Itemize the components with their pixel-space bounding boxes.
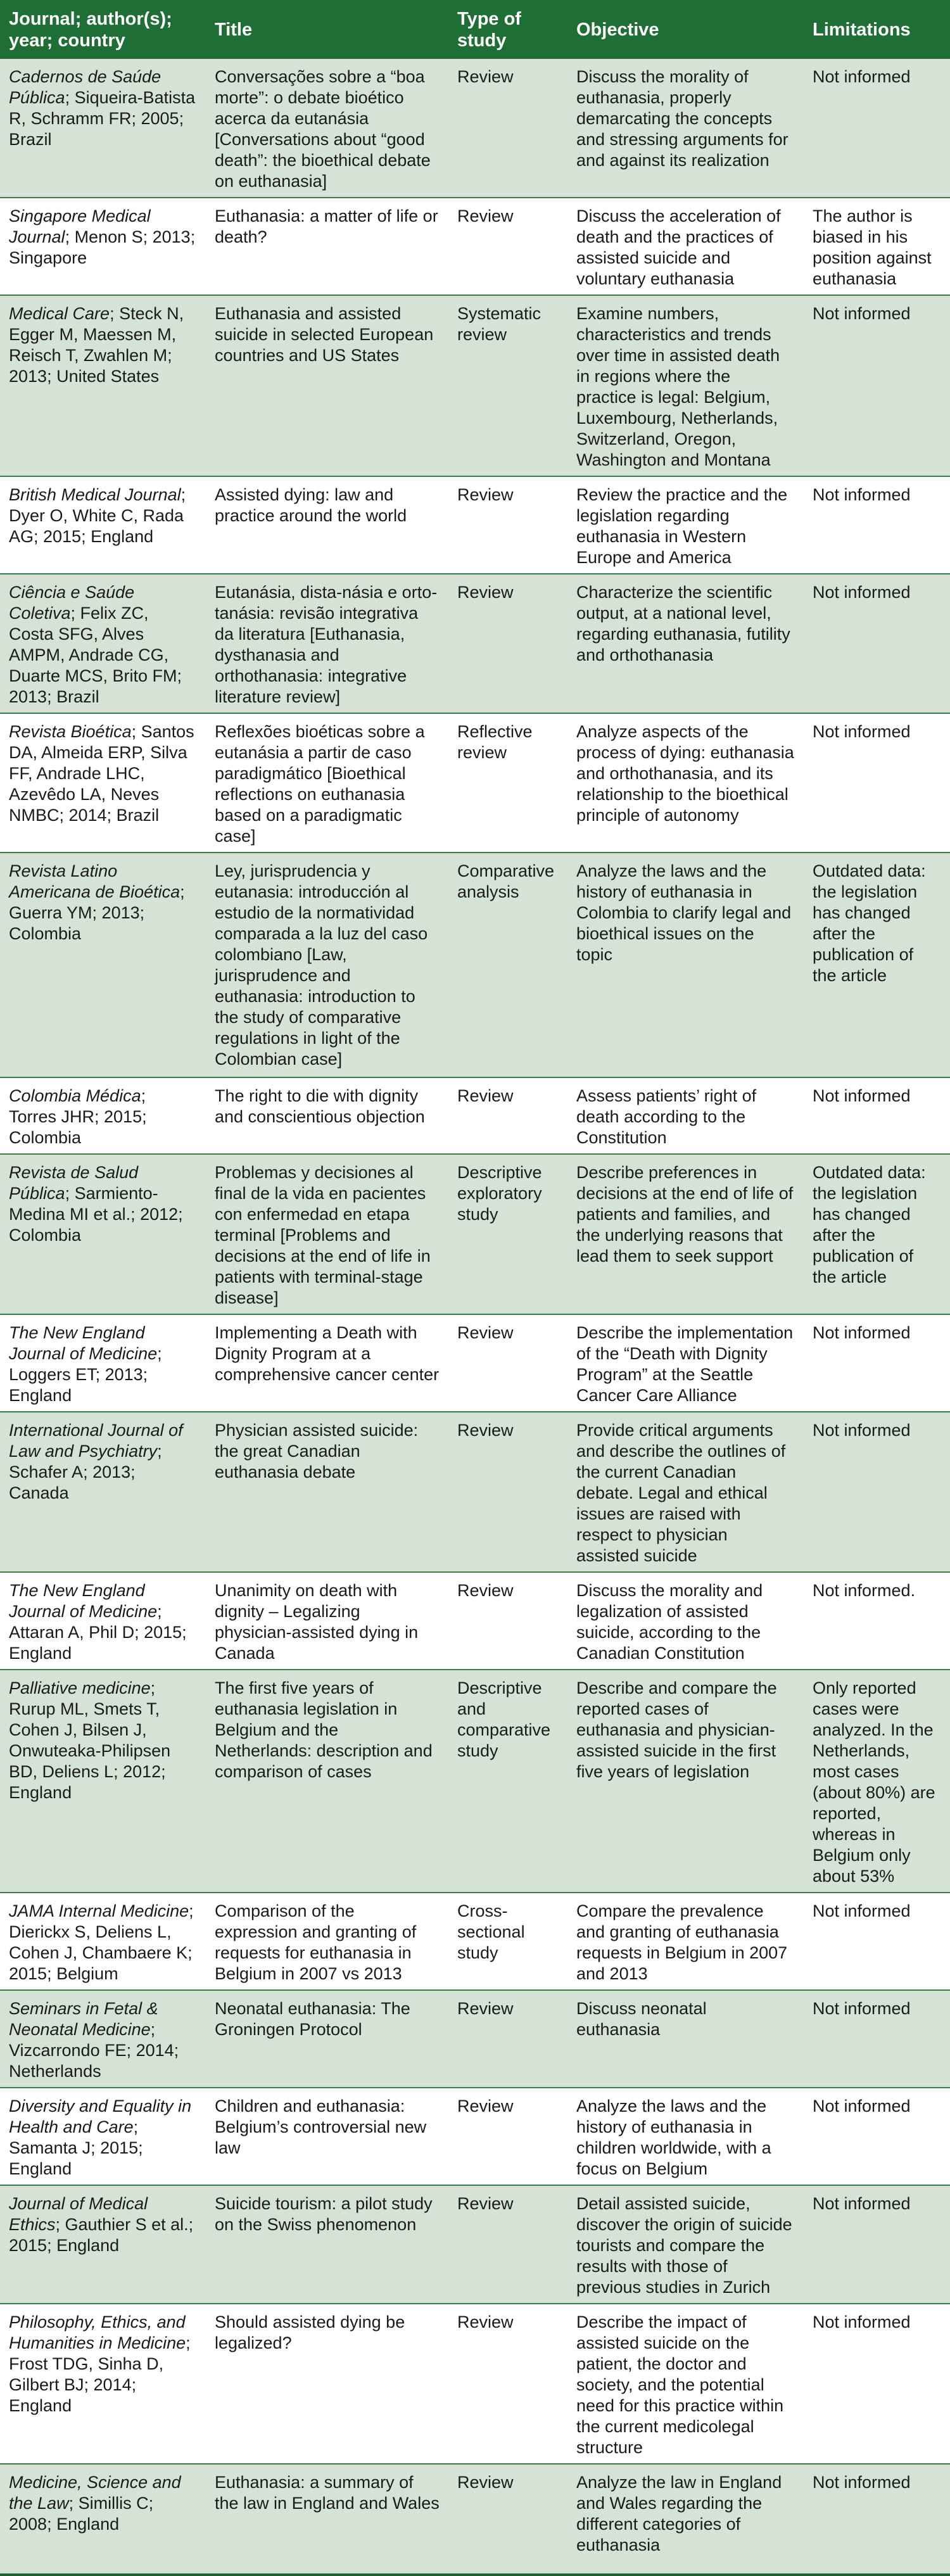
cell-journal-authors xyxy=(0,1154,206,1314)
cell-title: Reflexões bioéticas sobre a eutanásia a partir de caso paradigmático [Bioethical reflections on euthanasia based on a paradigmatic case] xyxy=(215,722,425,846)
cell-journal-authors xyxy=(0,1893,206,1990)
cell-title: Unanimity on death with dignity – Legalizing physician-assisted dying in Canada xyxy=(215,1581,419,1663)
header-journal: Journal; author(s); year; country xyxy=(9,8,172,51)
journal-name: JAMA Internal Medicine xyxy=(9,1901,189,1920)
table-row xyxy=(0,2088,950,2185)
cell-journal-authors xyxy=(0,2185,206,2304)
cell-limitations: Not informed xyxy=(813,2194,911,2213)
authors-year-country: ; Dyer O, White C, Rada AG; 2015; England xyxy=(9,485,186,546)
journal-name: Seminars in Fetal & Neonatal Medicine xyxy=(9,1999,158,2039)
cell-objective: Examine numbers, characteristics and trends over time in assisted death in regions where the practice is legal: Belgium, Luxembourg, Netherlands, Switzerland, Oregon, Washington and Montana xyxy=(576,304,780,469)
cell-objective: Analyze the laws and the history of euthanasia in children worldwide, with a focus on Belgium xyxy=(576,2097,771,2178)
journal-name: British Medical Journal xyxy=(9,485,181,504)
journal-name: Journal of Medical Ethics xyxy=(9,2194,148,2234)
cell-study-type: Review xyxy=(457,2194,514,2213)
cell-title: Children and euthanasia: Belgium’s controversial new law xyxy=(215,2097,427,2157)
table-row xyxy=(0,1572,950,1670)
table-row xyxy=(0,198,950,295)
header-type: Type of study xyxy=(457,8,521,51)
cell-journal-authors xyxy=(0,1670,206,1893)
cell-study-type: Review xyxy=(457,2097,514,2116)
header-limitations: Limitations xyxy=(813,19,911,40)
table-row xyxy=(0,295,950,476)
cell-limitations: Not informed. xyxy=(813,1581,916,1600)
cell-study-type: Review xyxy=(457,1086,514,1105)
journal-name: Revista Bioética xyxy=(9,722,132,741)
cell-journal-authors xyxy=(0,2464,206,2575)
authors-year-country: ; Guerra YM; 2013; Colombia xyxy=(9,882,185,943)
authors-year-country: ; Schafer A; 2013; Canada xyxy=(9,1442,162,1502)
journal-name: Ciência e Saúde Coletiva xyxy=(9,583,135,623)
cell-journal-authors xyxy=(0,2304,206,2464)
cell-study-type: Reflective review xyxy=(457,722,533,762)
cell-limitations: Not informed xyxy=(813,1901,911,1920)
cell-limitations: Not informed xyxy=(813,2313,911,2332)
authors-year-country: ; Siqueira-Batista R, Schramm FR; 2005; Brazil xyxy=(9,88,196,149)
authors-year-country: ; Santos DA, Almeida ERP, Silva FF, Andrade LHC, Azevêdo LA, Neves NMBC; 2014; Brazil xyxy=(9,722,194,825)
journal-name: Palliative medicine xyxy=(9,1678,151,1697)
cell-limitations: Not informed xyxy=(813,2473,911,2492)
cell-limitations: Not informed xyxy=(813,304,911,323)
cell-title: Physician assisted suicide: the great Canadian euthanasia debate xyxy=(215,1421,419,1482)
cell-limitations: Not informed xyxy=(813,1421,911,1440)
cell-objective: Analyze the law in England and Wales regarding the different categories of euthanasia xyxy=(576,2473,782,2554)
cell-limitations: Outdated data: the legislation has changed after the publication of the article xyxy=(813,861,926,985)
journal-name: Singapore Medical Journal xyxy=(9,206,151,246)
table-row xyxy=(0,1412,950,1572)
table-row xyxy=(0,713,950,853)
journal-name: Diversity and Equality in Health and Care xyxy=(9,2097,192,2136)
header-row xyxy=(0,0,950,59)
cell-objective: Describe and compare the reported cases of euthanasia and physician-assisted suicide in the first five years of legislation xyxy=(576,1678,777,1781)
authors-year-country: ; Sarmiento-Medina MI et al.; 2012; Colombia xyxy=(9,1184,183,1245)
cell-limitations: The author is biased in his position against euthanasia xyxy=(813,206,932,288)
cell-objective: Describe the impact of assisted suicide on the patient, the doctor and society, and the potential need for this practice within the current medicolegal structure xyxy=(576,2313,784,2457)
cell-objective: Analyze the laws and the history of euthanasia in Colombia to clarify legal and bioethical issues on the topic xyxy=(576,861,792,964)
cell-objective: Discuss the morality and legalization of assisted suicide, according to the Canadian Constitution xyxy=(576,1581,763,1663)
journal-name: Cadernos de Saúde Pública xyxy=(9,67,162,107)
cell-journal-authors xyxy=(0,1572,206,1670)
cell-objective: Describe the implementation of the “Death with Dignity Program” at the Seattle Cancer Care Alliance xyxy=(576,1323,794,1405)
journal-name: The New England Journal of Medicine xyxy=(9,1323,158,1363)
cell-objective: Review the practice and the legislation regarding euthanasia in Western Europe and America xyxy=(576,485,788,567)
cell-journal-authors xyxy=(0,2088,206,2185)
cell-journal-authors xyxy=(0,198,206,295)
cell-study-type: Review xyxy=(457,1581,514,1600)
table-row xyxy=(0,1670,950,1893)
table-row xyxy=(0,476,950,574)
cell-limitations: Only reported cases were analyzed. In the Netherlands, most cases (about 80%) are reported, whereas in Belgium only about 53% xyxy=(813,1678,935,1886)
cell-journal-authors xyxy=(0,1412,206,1572)
cell-title: Euthanasia: a matter of life or death? xyxy=(215,206,438,246)
cell-study-type: Review xyxy=(457,2473,514,2492)
cell-journal-authors xyxy=(0,295,206,476)
table-row xyxy=(0,2304,950,2464)
cell-title: Euthanasia: a summary of the law in England and Wales xyxy=(215,2473,440,2513)
journal-name: The New England Journal of Medicine xyxy=(9,1581,158,1621)
cell-limitations: Not informed xyxy=(813,722,911,741)
header-objective: Objective xyxy=(576,19,659,40)
cell-limitations: Not informed xyxy=(813,67,911,86)
cell-limitations: Outdated data: the legislation has changed after the publication of the article xyxy=(813,1163,926,1286)
cell-study-type: Review xyxy=(457,583,514,602)
authors-year-country: ; Loggers ET; 2013; England xyxy=(9,1344,162,1405)
journal-name: Medical Care xyxy=(9,304,110,323)
table-row xyxy=(0,2185,950,2304)
authors-year-country: ; Rurup ML, Smets T, Cohen J, Bilsen J, Onwuteaka-Philipsen BD, Deliens L; 2012; England xyxy=(9,1678,171,1802)
journal-name: Colombia Médica xyxy=(9,1086,141,1105)
table-header xyxy=(0,0,950,59)
cell-study-type: Review xyxy=(457,1421,514,1440)
cell-objective: Characterize the scientific output, at a national level, regarding euthanasia, futility and orthothanasia xyxy=(576,583,790,664)
cell-journal-authors xyxy=(0,59,206,198)
cell-title: Implementing a Death with Dignity Program at a comprehensive cancer center xyxy=(215,1323,440,1384)
cell-title: Comparison of the expression and granting of requests for euthanasia in Belgium in 2007 vs 2013 xyxy=(215,1901,417,1983)
cell-title: Eutanásia, dista-násia e orto-tanásia: revisão integrativa da literatura [Euthanasia, dysthanasia and orthothanasia: integrative literature review] xyxy=(215,583,438,706)
cell-study-type: Cross-sectional study xyxy=(457,1901,525,1962)
table-body xyxy=(0,59,950,2575)
cell-journal-authors xyxy=(0,713,206,853)
cell-objective: Provide critical arguments and describe the outlines of the current Canadian debate. Legal and ethical issues are raised with respect to physician assisted suicide xyxy=(576,1421,786,1565)
cell-limitations: Not informed xyxy=(813,1323,911,1342)
cell-study-type: Descriptive and comparative study xyxy=(457,1678,551,1760)
table-row xyxy=(0,1154,950,1314)
authors-year-country: ; Vizcarrondo FE; 2014; Netherlands xyxy=(9,2020,179,2081)
cell-objective: Discuss the acceleration of death and the practices of assisted suicide and voluntary euthanasia xyxy=(576,206,781,288)
cell-title: The first five years of euthanasia legislation in Belgium and the Netherlands: description and comparison of cases xyxy=(215,1678,433,1781)
table-row xyxy=(0,853,950,1077)
cell-title: Ley, jurisprudencia y eutanasia: introducción al estudio de la normatividad comparada a la luz del caso colombiano [Law, jurisprudence and euthanasia: introduction to the study of comparative regulations in light of the Colombian case] xyxy=(215,861,428,1069)
cell-title: Euthanasia and assisted suicide in selected European countries and US States xyxy=(215,304,434,365)
cell-title: Problemas y decisiones al final de la vida en pacientes con enfermedad en etapa terminal [Problems and decisions at the end of life in patients with terminal-stage disease] xyxy=(215,1163,431,1307)
cell-study-type: Review xyxy=(457,206,514,225)
journal-name: Revista Latino Americana de Bioética xyxy=(9,861,180,901)
cell-journal-authors xyxy=(0,1990,206,2088)
cell-study-type: Comparative analysis xyxy=(457,861,555,901)
cell-study-type: Review xyxy=(457,1323,514,1342)
cell-title: Assisted dying: law and practice around the world xyxy=(215,485,407,525)
cell-objective: Analyze aspects of the process of dying: euthanasia and orthothanasia, and its relationship to the bioethical principle of autonomy xyxy=(576,722,794,825)
cell-objective: Compare the prevalence and granting of euthanasia requests in Belgium in 2007 and 2013 xyxy=(576,1901,788,1983)
authors-year-country: ; Gauthier S et al.; 2015; England xyxy=(9,2215,194,2255)
authors-year-country: ; Samanta J; 2015; England xyxy=(9,2117,143,2178)
cell-study-type: Review xyxy=(457,1999,514,2018)
cell-limitations: Not informed xyxy=(813,583,911,602)
cell-study-type: Review xyxy=(457,67,514,86)
cell-limitations: Not informed xyxy=(813,485,911,504)
table-row xyxy=(0,1990,950,2088)
authors-year-country: ; Simillis C; 2008; England xyxy=(9,2494,154,2534)
cell-study-type: Review xyxy=(457,485,514,504)
cell-limitations: Not informed xyxy=(813,1999,911,2018)
table-row xyxy=(0,1314,950,1412)
cell-limitations: Not informed xyxy=(813,2097,911,2116)
journal-name: Revista de Salud Pública xyxy=(9,1163,139,1203)
journal-name: Medicine, Science and the Law xyxy=(9,2473,181,2513)
cell-title: Neonatal euthanasia: The Groningen Protocol xyxy=(215,1999,410,2039)
authors-year-country: ; Felix ZC, Costa SFG, Alves AMPM, Andrade CG, Duarte MCS, Brito FM; 2013; Brazil xyxy=(9,604,182,706)
cell-study-type: Systematic review xyxy=(457,304,542,344)
cell-journal-authors xyxy=(0,1077,206,1154)
journal-name: International Journal of Law and Psychiatry xyxy=(9,1421,183,1461)
table-row xyxy=(0,1077,950,1154)
cell-title: The right to die with dignity and conscientious objection xyxy=(215,1086,425,1126)
table-row xyxy=(0,574,950,713)
table-row xyxy=(0,2464,950,2575)
authors-year-country: ; Steck N, Egger M, Maessen M, Reisch T, Zwahlen M; 2013; United States xyxy=(9,304,184,386)
cell-journal-authors xyxy=(0,574,206,713)
table-row xyxy=(0,59,950,198)
cell-objective: Assess patients’ right of death according to the Constitution xyxy=(576,1086,757,1147)
cell-objective: Describe preferences in decisions at the end of life of patients and families, and the underlying reasons that lead them to seek support xyxy=(576,1163,794,1266)
journal-name: Philosophy, Ethics, and Humanities in Medicine xyxy=(9,2313,186,2352)
cell-journal-authors xyxy=(0,853,206,1077)
authors-year-country: ; Dierickx S, Deliens L, Cohen J, Chambaere K; 2015; Belgium xyxy=(9,1901,194,1983)
header-title: Title xyxy=(215,19,253,40)
cell-journal-authors xyxy=(0,476,206,574)
cell-study-type: Review xyxy=(457,2313,514,2332)
cell-title: Conversações sobre a “boa morte”: o debate bioético acerca da eutanásia [Conversations about “good death”: the bioethical debate on euthanasia] xyxy=(215,67,431,191)
cell-study-type: Descriptive exploratory study xyxy=(457,1163,542,1224)
cell-objective: Detail assisted suicide, discover the origin of suicide tourists and compare the results with those of previous studies in Zurich xyxy=(576,2194,792,2297)
cell-title: Suicide tourism: a pilot study on the Swiss phenomenon xyxy=(215,2194,433,2234)
authors-year-country: ; Frost TDG, Sinha D, Gilbert BJ; 2014; England xyxy=(9,2333,191,2415)
cell-objective: Discuss neonatal euthanasia xyxy=(576,1999,707,2039)
cell-journal-authors xyxy=(0,1314,206,1412)
cell-limitations: Not informed xyxy=(813,1086,911,1105)
table-row xyxy=(0,1893,950,1990)
authors-year-country: ; Torres JHR; 2015; Colombia xyxy=(9,1086,147,1147)
authors-year-country: ; Menon S; 2013; Singapore xyxy=(9,227,196,267)
cell-objective: Discuss the morality of euthanasia, properly demarcating the concepts and stressing arguments for and against its realization xyxy=(576,67,788,170)
authors-year-country: ; Attaran A, Phil D; 2015; England xyxy=(9,1602,187,1663)
cell-title: Should assisted dying be legalized? xyxy=(215,2313,405,2352)
